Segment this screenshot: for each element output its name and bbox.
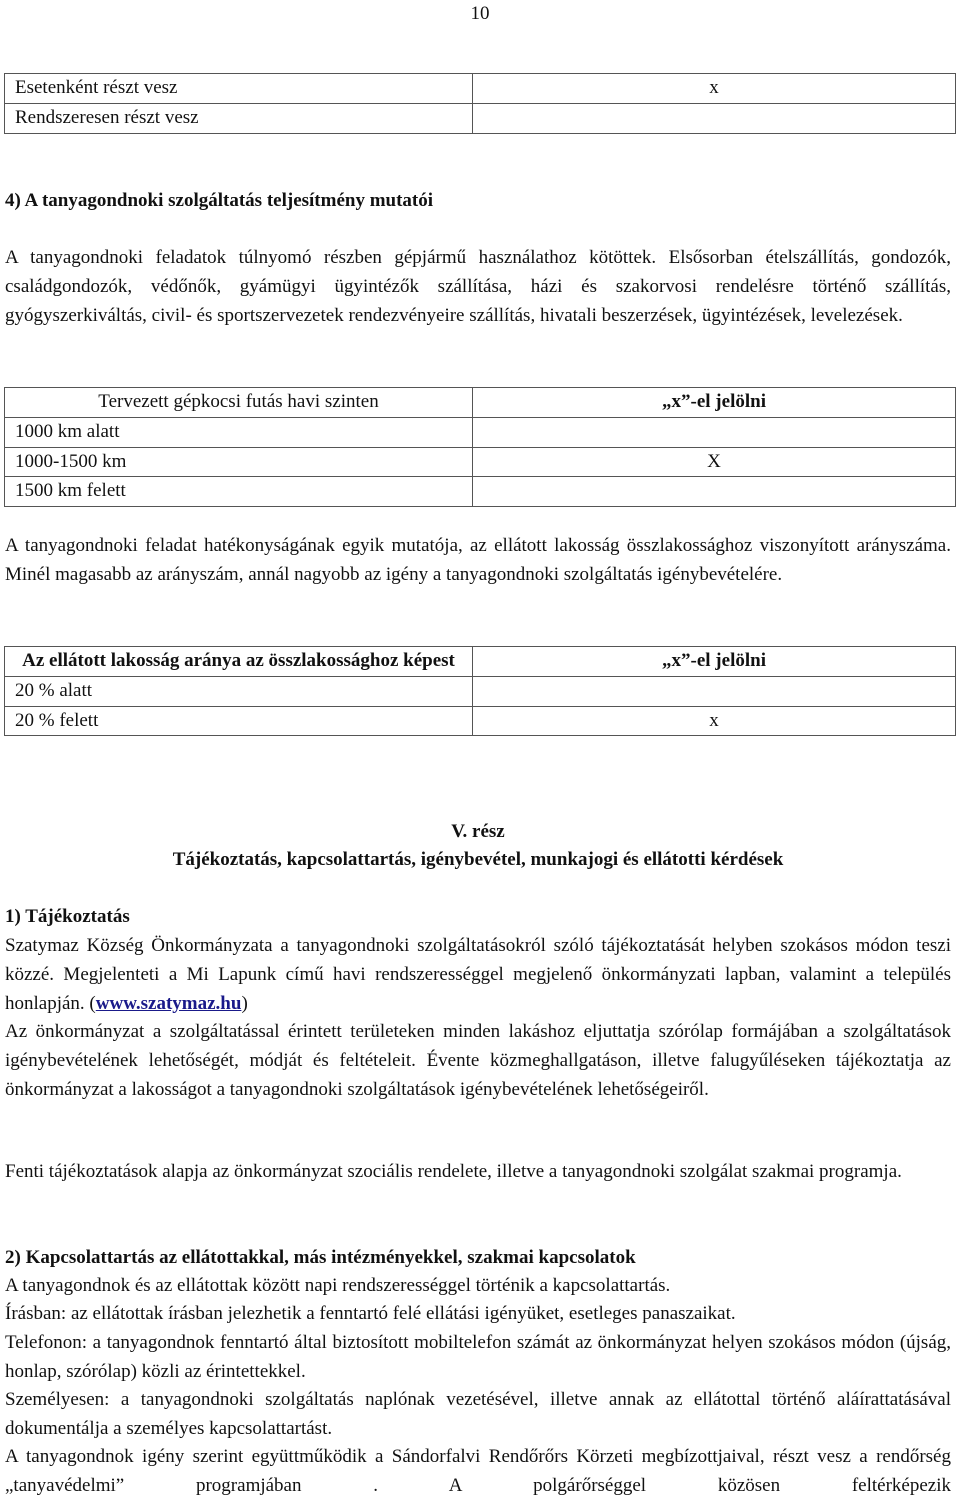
table-cell-value — [473, 477, 956, 507]
table-row — [5, 706, 956, 736]
section-2-heading: 2) Kapcsolattartás az ellátottakkal, más intézményekkel, szakmai kapcsolatok — [5, 1247, 636, 1268]
table-cell-label: 20 % felett — [5, 706, 473, 736]
section-1-text: Szatymaz Község Önkormányzata a tanyagondnoki szolgáltatásokról szóló tájékoztatását helyben szokásos módon teszi közzé. Megjelenteti a Mi Lapunk című havi rendszerességgel megjelenő önkormányzati lapban, valamint a település honlapján. ( — [5, 935, 951, 1014]
table-header-right: „x”-el jelölni — [473, 388, 956, 418]
website-link[interactable]: www.szatymaz.hu — [95, 992, 242, 1014]
table-header-left: Az ellátott lakosság aránya az összlakossághoz képest — [5, 647, 473, 677]
table-cell-value — [473, 417, 956, 447]
table-cell-label: 20 % alatt — [5, 676, 473, 706]
section-1-text-end: ) — [241, 992, 248, 1014]
section-4-heading: 4) A tanyagondnoki szolgáltatás teljesítmény mutatói — [5, 190, 434, 211]
table-header-left: Tervezett gépkocsi futás havi szinten — [5, 388, 473, 418]
table-cell-label: Esetenként részt vesz — [5, 74, 473, 104]
section-2-paragraph-4: Személyesen: a tanyagondnoki szolgáltatás naplónak vezetésével, illetve annak az ellátottal történő aláírattatásával dokumentálja a személyes kapcsolattartást. — [5, 1389, 951, 1439]
participation-table — [4, 73, 956, 134]
page-number: 10 — [470, 3, 490, 24]
table-row — [5, 103, 956, 133]
table-cell-label: 1000 km alatt — [5, 417, 473, 447]
table-cell-value: X — [473, 447, 956, 477]
part-subtitle: Tájékoztatás, kapcsolattartás, igénybevétel, munkajogi és ellátotti kérdések — [172, 849, 784, 870]
table-cell-label: 1500 km felett — [5, 477, 473, 507]
section-2-paragraph-5: A tanyagondnok igény szerint együttműködik a Sándorfalvi Rendőrőrs Körzeti megbízottjaival, részt vesz a rendőrség „tanyavédelmi” programjában . A polgárőrséggel közösen feltérképezik — [5, 1446, 951, 1496]
section-2-paragraph-2: Írásban: az ellátottak írásban jelezhetik a fenntartó felé ellátási igényüket, esetleges panaszaikat. — [5, 1303, 736, 1324]
table-cell-value: x — [473, 706, 956, 736]
section-1-paragraph-3: Fenti tájékoztatások alapja az önkormányzat szociális rendelete, illetve a tanyagondnoki szolgálat szakmai programja. — [5, 1161, 902, 1182]
section-4-paragraph: A tanyagondnoki feladatok túlnyomó részben gépjármű használathoz kötöttek. Elsősorban ételszállítás, gondozók, családgondozók, védőnők, gyámügyi ügyintézők szállítása, házi és szakorvosi rendelésre történő szállítás, gyógyszerkiváltás, civil- és sportszervezetek rendezvényeire szállítás, hivatali beszerzések, ügyintézések, levelezések. — [5, 247, 951, 326]
section-1-paragraph-1 — [5, 932, 951, 1018]
part-title: V. rész — [451, 821, 505, 842]
table-row — [5, 74, 956, 104]
table-cell-value — [473, 103, 956, 133]
section-1-paragraph-2: Az önkormányzat a szolgáltatással érintett területeken minden lakáshoz eljuttatja szórólap formájában a szolgáltatások igénybevételének lehetőségét, módját és feltételeit. Évente közmeghallgatáson, illetve falugyűléseken tájékoztatja az önkormányzat a lakosságot a tanyagondnoki szolgáltatások igénybevételének lehetőségeiről. — [5, 1021, 951, 1100]
section-1-heading: 1) Tájékoztatás — [5, 906, 130, 927]
table-row — [5, 417, 956, 447]
vehicle-mileage-table — [4, 387, 956, 507]
efficiency-paragraph: A tanyagondnoki feladat hatékonyságának egyik mutatója, az ellátott lakosság összlakossághoz viszonyított arányszáma. Minél magasabb az arányszám, annál nagyobb az igény a tanyagondnoki szolgáltatás igénybevételére. — [5, 535, 951, 585]
population-ratio-table — [4, 646, 956, 736]
table-cell-label: 1000-1500 km — [5, 447, 473, 477]
table-header-right: „x”-el jelölni — [473, 647, 956, 677]
table-cell-value — [473, 676, 956, 706]
table-row — [5, 447, 956, 477]
section-2-paragraph-1: A tanyagondnok és az ellátottak között napi rendszerességgel történik a kapcsolattartás. — [5, 1275, 671, 1296]
table-cell-value: x — [473, 74, 956, 104]
table-header-row — [5, 388, 956, 418]
section-2-paragraph-3: Telefonon: a tanyagondnok fenntartó által biztosított mobiltelefon számát az önkormányzat helyen szokásos módon (újság, honlap, szórólap) közli az érintettekkel. — [5, 1332, 951, 1382]
table-header-row — [5, 647, 956, 677]
table-row — [5, 477, 956, 507]
table-row — [5, 676, 956, 706]
table-cell-label: Rendszeresen részt vesz — [5, 103, 473, 133]
